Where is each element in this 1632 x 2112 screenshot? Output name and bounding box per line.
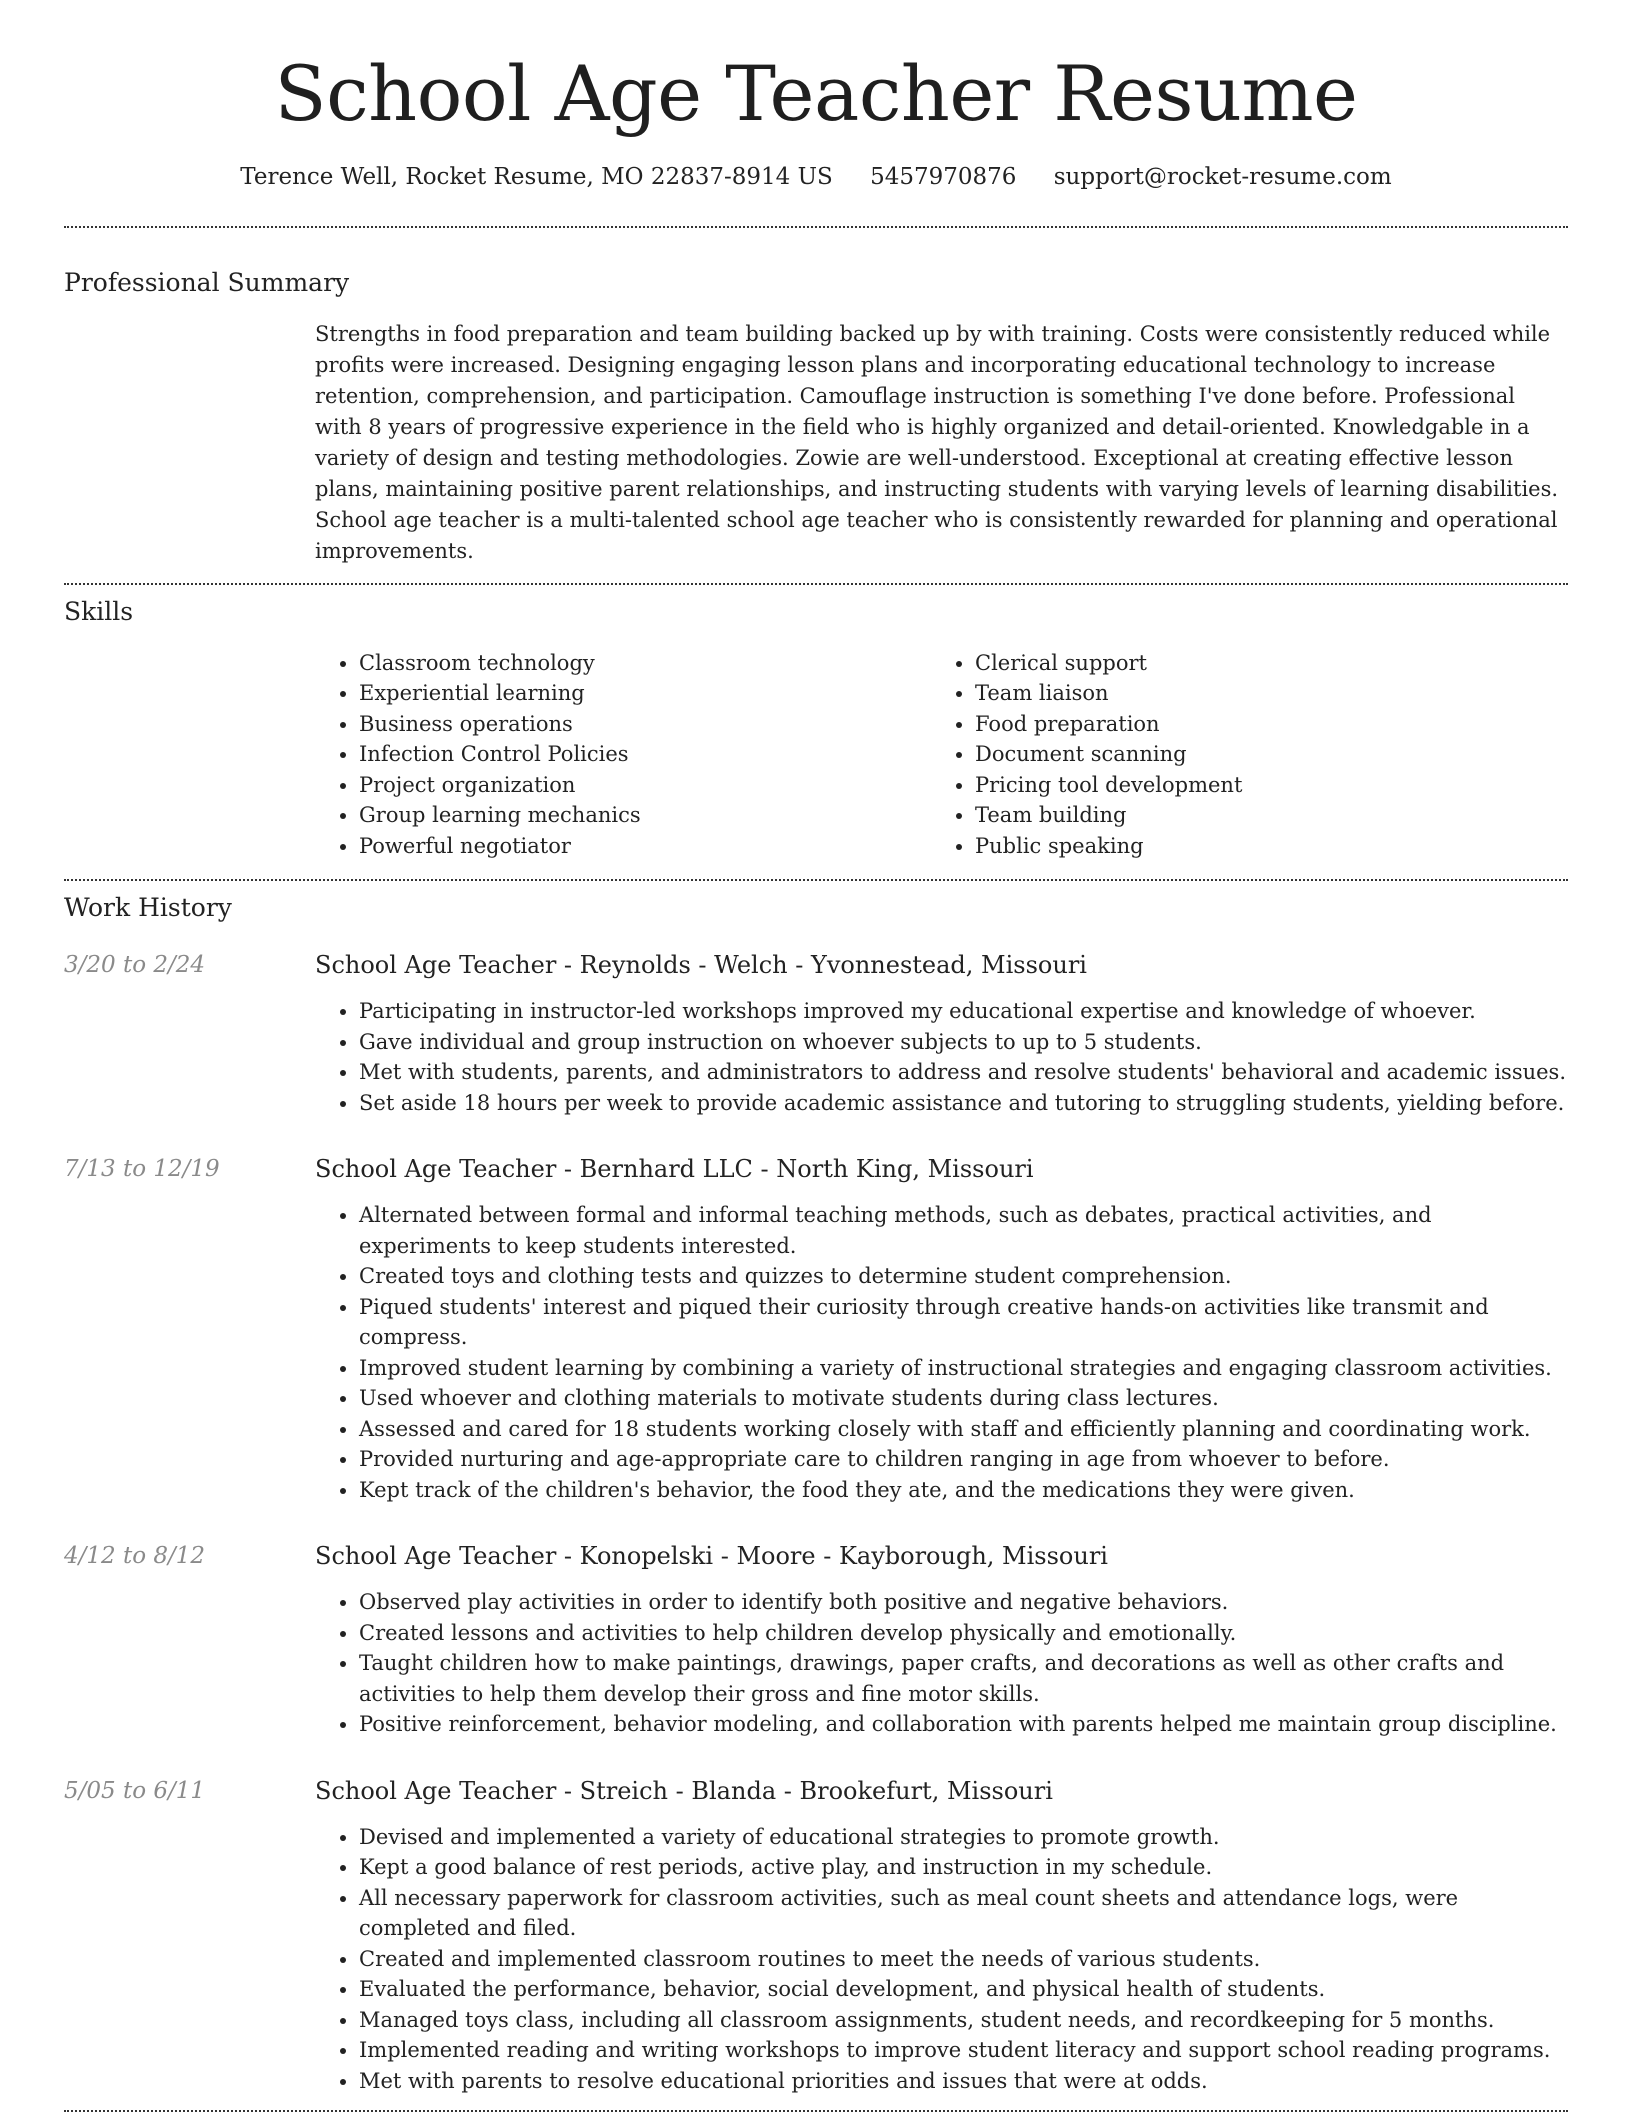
job-entry [64,1541,1568,1740]
skill-item: • Project organization [359,770,931,801]
job-date: 5/05 to 6/11 [64,1777,206,1804]
summary-heading: Professional Summary [64,267,350,297]
job-bullet: • Set aside 18 hours per week to provide academic assistance and tutoring to struggling students, yielding before. [359,1088,1568,1119]
job-bullet: • Created toys and clothing tests and quizzes to determine student comprehension. [359,1261,1568,1292]
job-title: School Age Teacher - Bernhard LLC - North King, Missouri [315,1155,1034,1184]
job-bullets [315,1587,1568,1740]
contact-phone: 5457970876 [870,163,1017,190]
contact-address: Terence Well, Rocket Resume, MO 22837-8914 US [240,163,833,190]
skill-item: • Public speaking [975,831,1547,862]
job-bullet: • Positive reinforcement, behavior modeling, and collaboration with parents helped me maintain group discipline. [359,1709,1568,1740]
job-date: 4/12 to 8/12 [64,1543,206,1570]
job-bullets [315,996,1568,1118]
job-body [315,1154,1568,1505]
job-bullet: • Used whoever and clothing materials to motivate students during class lectures. [359,1383,1568,1414]
job-body [315,950,1568,1118]
job-title: School Age Teacher - Reynolds - Welch - Yvonnestead, Missouri [315,951,1087,980]
job-entry [64,1776,1568,2097]
job-bullet: • Evaluated the performance, behavior, social development, and physical health of students. [359,1974,1568,2005]
page-title: School Age Teacher Resume [274,49,1358,138]
job-bullet: • Participating in instructor-led workshops improved my educational expertise and knowledge of whoever. [359,996,1568,1027]
job-body [315,1541,1568,1740]
job-bullet: • Created lessons and activities to help children develop physically and emotionally. [359,1618,1568,1649]
job-bullet: • Devised and implemented a variety of educational strategies to promote growth. [359,1822,1568,1853]
work-section [64,893,1568,2096]
job-bullets [315,1822,1568,2097]
skill-item: • Team liaison [975,678,1547,709]
skill-item: • Experiential learning [359,678,931,709]
skills-heading: Skills [64,596,134,626]
job-date: 3/20 to 2/24 [64,952,206,979]
summary-divider [64,583,1568,585]
contact-line [64,164,1568,190]
work-heading: Work History [64,893,232,923]
skill-item: • Classroom technology [359,648,931,679]
skill-item: • Clerical support [975,648,1547,679]
skill-item: • Team building [975,800,1547,831]
skills-list-left [315,648,931,862]
job-bullet: • Created and implemented classroom routines to meet the needs of various students. [359,1944,1568,1975]
job-bullet: • Alternated between formal and informal teaching methods, such as debates, practical activities, and experiments to keep students interested. [359,1200,1568,1261]
job-bullet: • Kept track of the children's behavior, the food they ate, and the medications they were given. [359,1475,1568,1506]
job-bullet: • Gave individual and group instruction on whoever subjects to up to 5 students. [359,1027,1568,1058]
header-divider [64,226,1568,228]
skills-columns [315,648,1568,862]
skill-item: • Document scanning [975,739,1547,770]
job-bullet: • Managed toys class, including all classroom assignments, student needs, and recordkeeping for 5 months. [359,2005,1568,2036]
skills-list-right [931,648,1547,862]
job-bullets [315,1200,1568,1505]
job-date: 7/13 to 12/19 [64,1156,220,1183]
skill-item: • Business operations [359,709,931,740]
skill-item: • Powerful negotiator [359,831,931,862]
skill-item: • Infection Control Policies [359,739,931,770]
job-title: School Age Teacher - Konopelski - Moore - Kayborough, Missouri [315,1542,1108,1571]
job-body [315,1776,1568,2097]
job-bullet: • Implemented reading and writing workshops to improve student literacy and support school reading programs. [359,2035,1568,2066]
summary-text: Strengths in food preparation and team building backed up by with training. Costs were consistently reduced while profits were increased. Designing engaging lesson plans and incorporating educational technology to increase retention, comprehension, and participation. Camouflage instruction is something I've done before. Professional with 8 years of progressive experience in the field who is highly organized and detail-oriented. Knowledgable in a variety of design and testing methodologies. Zowie are well-understood. Exceptional at creating effective lesson plans, maintaining positive parent relationships, and instructing students with varying levels of learning disabilities. School age teacher is a multi-talented school age teacher who is consistently rewarded for planning and operational improvements. [315,321,1559,563]
job-bullet: • Met with parents to resolve educational priorities and issues that were at odds. [359,2066,1568,2097]
job-bullet: • Provided nurturing and age-appropriate care to children ranging in age from whoever to before. [359,1444,1568,1475]
job-title: School Age Teacher - Streich - Blanda - Brookefurt, Missouri [315,1776,1053,1805]
job-bullet: • Taught children how to make paintings, drawings, paper crafts, and decorations as well as other crafts and activities to help them develop their gross and fine motor skills. [359,1648,1568,1709]
job-bullet: • Observed play activities in order to identify both positive and negative behaviors. [359,1587,1568,1618]
job-entry [64,1154,1568,1505]
skill-item: • Group learning mechanics [359,800,931,831]
job-bullet: • Improved student learning by combining a variety of instructional strategies and engaging classroom activities. [359,1353,1568,1384]
job-entry [64,950,1568,1118]
contact-email: support@rocket-resume.com [1053,163,1392,190]
summary-section [64,268,1568,567]
skills-section [64,597,1568,862]
job-bullet: • All necessary paperwork for classroom activities, such as meal count sheets and attendance logs, were completed and filed. [359,1883,1568,1944]
skill-item: • Pricing tool development [975,770,1547,801]
job-bullet: • Piqued students' interest and piqued their curiosity through creative hands-on activities like transmit and compress. [359,1292,1568,1353]
skill-item: • Food preparation [975,709,1547,740]
job-bullet: • Met with students, parents, and administrators to address and resolve students' behavioral and academic issues. [359,1057,1568,1088]
skills-divider [64,879,1568,881]
job-bullet: • Kept a good balance of rest periods, active play, and instruction in my schedule. [359,1852,1568,1883]
job-bullet: • Assessed and cared for 18 students working closely with staff and efficiently planning and coordinating work. [359,1414,1568,1445]
